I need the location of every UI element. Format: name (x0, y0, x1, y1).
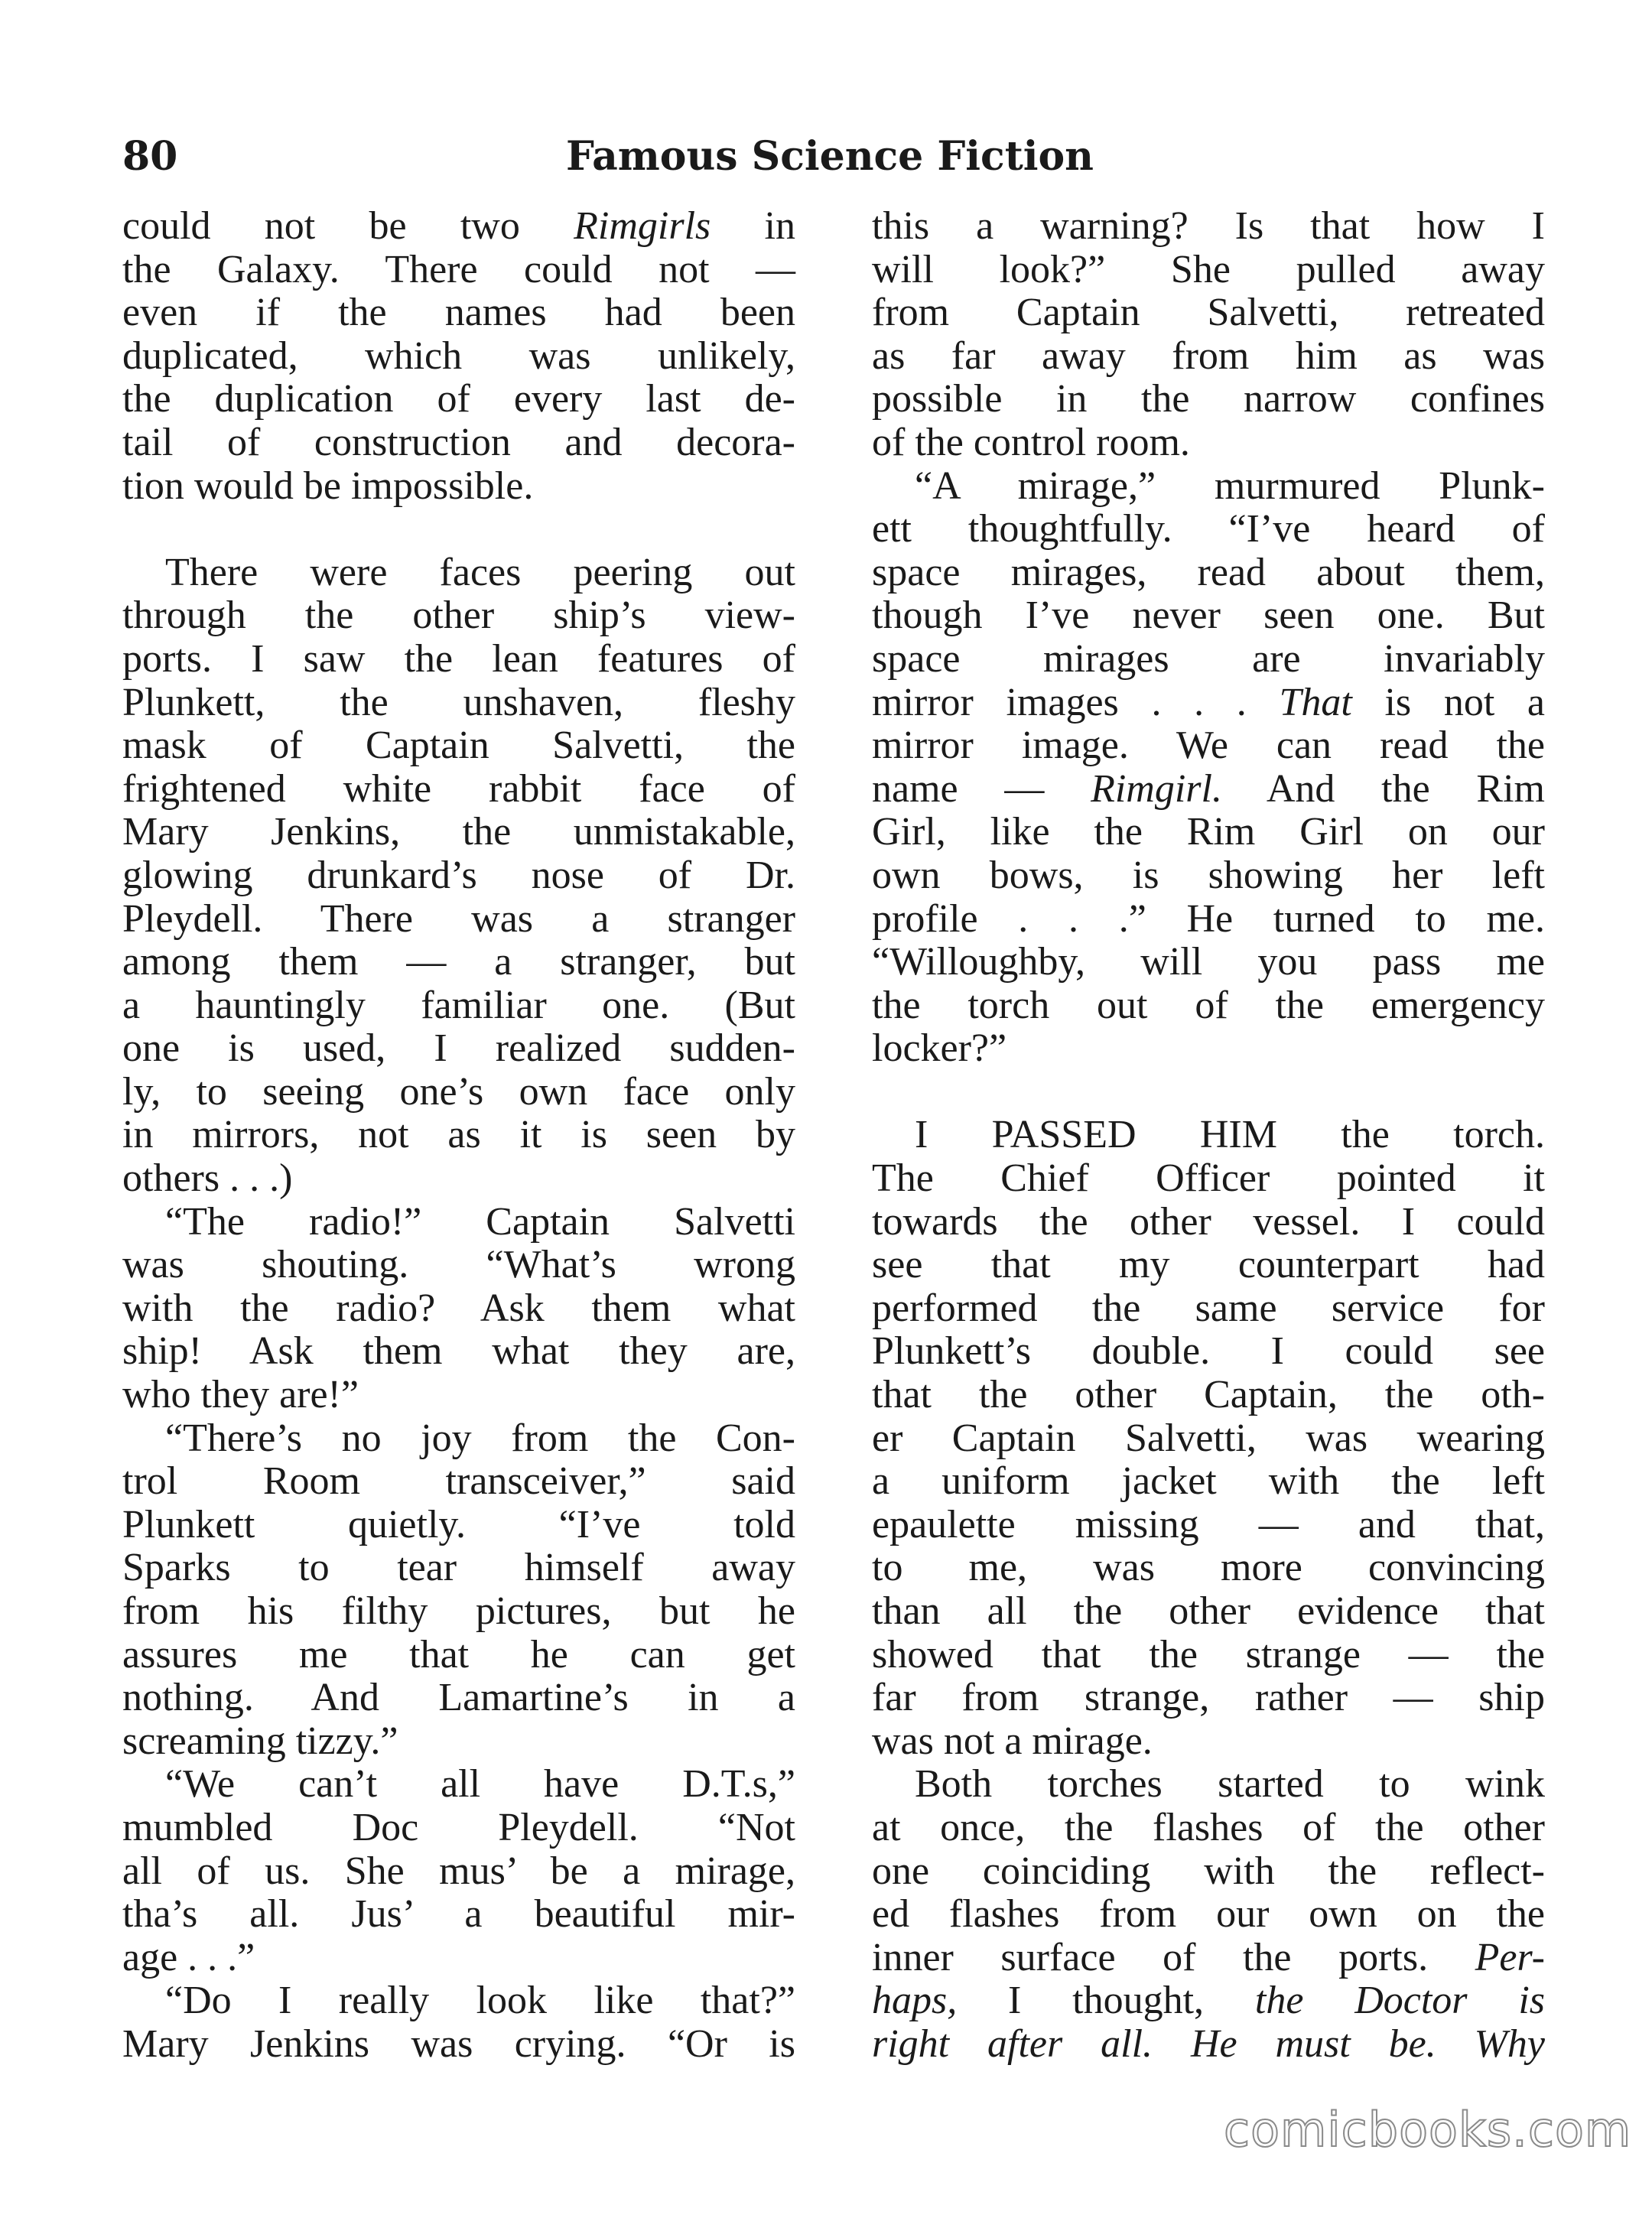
text-line (872, 1677, 1545, 1720)
text-run: inner surface of the ports. (872, 1935, 1475, 1979)
text-line (872, 594, 1545, 638)
text-run: even if the names had been (122, 291, 795, 335)
text-run: one coinciding with the reflect- (872, 1849, 1545, 1893)
text-run: name — (872, 766, 1091, 811)
text-line (122, 1330, 795, 1374)
text-line (122, 551, 795, 595)
text-run: that the other Captain, the oth- (872, 1373, 1545, 1417)
text-line (122, 1937, 795, 1980)
text-line (872, 984, 1545, 1028)
text-line (872, 1590, 1545, 1634)
paragraph-gap (872, 1071, 1545, 1114)
text-run: the duplication of every last de- (122, 377, 795, 421)
text-line (122, 941, 795, 984)
text-run: Pleydell. There was a stranger (122, 896, 795, 941)
text-line (872, 1374, 1545, 1417)
text-line (122, 811, 795, 854)
text-line (872, 1546, 1545, 1590)
text-run: mask of Captain Salvetti, the (122, 724, 795, 768)
text-run: a hauntingly familiar one. (But (122, 983, 795, 1027)
text-line (872, 724, 1545, 768)
text-run: I thought, (957, 1979, 1255, 2023)
text-run: trol Room transceiver,” said (122, 1459, 795, 1504)
text-run: assures me that he can get (122, 1632, 795, 1677)
text-line (122, 1763, 795, 1807)
text-line (122, 249, 795, 292)
text-line (122, 465, 795, 509)
text-run: There were faces peering out (165, 550, 795, 594)
text-run: ed flashes from our own on the (872, 1892, 1545, 1937)
text-line (872, 465, 1545, 509)
text-line (122, 421, 795, 465)
text-run: who they are!” (122, 1373, 359, 1417)
text-run: the Galaxy. There could not — (122, 247, 795, 291)
text-run: was not a mirage. (872, 1719, 1153, 1763)
text-run: though I’ve never seen one. But (872, 594, 1545, 638)
text-line (872, 1634, 1545, 1677)
text-line (122, 1071, 795, 1114)
text-line (122, 1374, 795, 1417)
text-run: from Captain Salvetti, retreated (872, 291, 1545, 335)
text-line (122, 1201, 795, 1244)
text-line (122, 1979, 795, 2023)
text-run: than all the other evidence that (872, 1589, 1545, 1633)
text-line (872, 1027, 1545, 1071)
text-run: ly, to seeing one’s own face only (122, 1069, 795, 1114)
text-run: the torch out of the emergency (872, 983, 1545, 1027)
text-run: “Willoughby, will you pass me (872, 940, 1545, 984)
text-run: ett thoughtfully. “I’ve heard of (872, 507, 1545, 551)
text-run: in (711, 204, 795, 248)
text-run: see that my counterpart had (872, 1243, 1545, 1287)
text-run: epaulette missing — and that, (872, 1502, 1545, 1546)
text-line (872, 1979, 1545, 2023)
running-head (122, 130, 1537, 191)
text-line (872, 898, 1545, 942)
text-line (872, 1893, 1545, 1937)
text-line (872, 638, 1545, 681)
italic-text: the Doctor is (1254, 1979, 1546, 2023)
text-run: towards the other vessel. I could (872, 1199, 1545, 1244)
text-run: “There’s no joy from the Con- (165, 1416, 795, 1460)
text-line (872, 1330, 1545, 1374)
italic-text: right after all. He must be. Why (872, 2021, 1545, 2066)
text-line (872, 1937, 1545, 1980)
text-run: “Do I really look like that?” (165, 1979, 795, 2023)
text-line (872, 205, 1545, 249)
text-run: Plunkett, the unshaven, fleshy (122, 680, 795, 724)
text-run: will look?” She pulled away (872, 247, 1545, 291)
text-run: was shouting. “What’s wrong (122, 1243, 795, 1287)
text-line (872, 1287, 1545, 1331)
italic-text: That (1279, 680, 1352, 724)
text-line (122, 1590, 795, 1634)
text-line (122, 1850, 795, 1894)
text-line (122, 1460, 795, 1504)
text-run: showed that the strange — the (872, 1632, 1545, 1677)
text-run: could not be two (122, 204, 574, 248)
text-run: with the radio? Ask them what (122, 1286, 795, 1330)
text-run: frightened white rabbit face of (122, 766, 795, 811)
text-line (122, 1504, 795, 1547)
text-line (872, 941, 1545, 984)
text-line (872, 249, 1545, 292)
text-line (872, 1201, 1545, 1244)
italic-text: Rimgirls (574, 204, 711, 248)
text-line (872, 551, 1545, 595)
page-number: 80 (122, 133, 178, 180)
text-line (122, 1634, 795, 1677)
text-run: duplicated, which was unlikely, (122, 333, 795, 378)
text-run: this a warning? Is that how I (872, 204, 1545, 248)
text-run: And the Rim (1222, 766, 1546, 811)
text-run: tha’s all. Jus’ a beautiful mir- (122, 1892, 795, 1937)
text-line (122, 1027, 795, 1071)
text-run: “A mirage,” murmured Plunk- (915, 463, 1545, 508)
text-line (122, 594, 795, 638)
text-line (872, 768, 1545, 811)
text-line (872, 508, 1545, 551)
text-column-right (872, 205, 1545, 2067)
text-run: ports. I saw the lean features of (122, 636, 795, 681)
running-title: Famous Science Fiction (566, 133, 1094, 180)
text-line (122, 1417, 795, 1461)
text-line (872, 378, 1545, 421)
text-run: one is used, I realized sudden- (122, 1026, 795, 1071)
text-run: mirror image. We can read the (872, 724, 1545, 768)
text-line (122, 1157, 795, 1201)
text-line (872, 2023, 1545, 2067)
text-run: Mary Jenkins was crying. “Or is (122, 2021, 795, 2066)
text-line (122, 1807, 795, 1850)
text-run: ship! Ask them what they are, (122, 1329, 795, 1374)
text-run: performed the same service for (872, 1286, 1545, 1330)
text-run: space mirages are invariably (872, 636, 1545, 681)
text-line (872, 1244, 1545, 1287)
text-line (872, 1807, 1545, 1850)
text-line (122, 768, 795, 811)
text-run: in mirrors, not as it is seen by (122, 1113, 795, 1157)
text-run: mirror images . . . (872, 680, 1280, 724)
paragraph-gap (122, 508, 795, 551)
text-run: through the other ship’s view- (122, 594, 795, 638)
text-line (872, 335, 1545, 379)
text-run: mumbled Doc Pleydell. “Not (122, 1805, 795, 1849)
watermark: comicbooks.com (1224, 2102, 1632, 2158)
text-line (872, 291, 1545, 335)
text-line (122, 984, 795, 1028)
text-run: Sparks to tear himself away (122, 1546, 795, 1590)
text-line (872, 1157, 1545, 1201)
text-run: tail of construction and decora- (122, 420, 795, 464)
text-line (122, 681, 795, 725)
text-run: Both torches started to wink (915, 1762, 1545, 1807)
text-run: Plunkett quietly. “I’ve told (122, 1502, 795, 1546)
text-run: “We can’t all have D.T.s,” (165, 1762, 795, 1807)
text-line (122, 2023, 795, 2067)
text-run: I PASSED HIM the torch. (915, 1113, 1545, 1157)
text-run: glowing drunkard’s nose of Dr. (122, 853, 795, 897)
text-run: as far away from him as was (872, 333, 1545, 378)
text-line (122, 205, 795, 249)
text-run: possible in the narrow confines (872, 377, 1545, 421)
text-run: locker?” (872, 1026, 1007, 1071)
text-run: all of us. She mus’ be a mirage, (122, 1849, 795, 1893)
text-line (122, 291, 795, 335)
text-run: from his filthy pictures, but he (122, 1589, 795, 1633)
text-line (872, 1417, 1545, 1461)
text-run: profile . . .” He turned to me. (872, 896, 1545, 941)
text-run: Mary Jenkins, the unmistakable, (122, 810, 795, 854)
text-run: at once, the flashes of the other (872, 1805, 1545, 1849)
text-run: of the control room. (872, 420, 1190, 464)
text-line (122, 1893, 795, 1937)
text-line (122, 638, 795, 681)
italic-text: Per- (1475, 1935, 1545, 1979)
text-line (122, 854, 795, 898)
text-line (122, 335, 795, 379)
text-run: to me, was more convincing (872, 1546, 1545, 1590)
text-line (122, 1244, 795, 1287)
text-line (122, 1546, 795, 1590)
text-line (872, 681, 1545, 725)
text-run: The Chief Officer pointed it (872, 1156, 1545, 1201)
text-run: tion would be impossible. (122, 463, 534, 508)
text-run: Girl, like the Rim Girl on our (872, 810, 1545, 854)
text-line (122, 1720, 795, 1764)
text-line (122, 724, 795, 768)
text-line (872, 1114, 1545, 1157)
text-line (872, 1720, 1545, 1764)
text-run: screaming tizzy.” (122, 1719, 398, 1763)
italic-text: haps, (872, 1979, 958, 2023)
text-line (122, 898, 795, 942)
text-line (122, 1677, 795, 1720)
text-column-left (122, 205, 795, 2067)
text-run: far from strange, rather — ship (872, 1676, 1545, 1720)
text-line (872, 854, 1545, 898)
text-run: is not a (1351, 680, 1545, 724)
text-line (872, 1504, 1545, 1547)
text-run: others . . .) (122, 1156, 293, 1201)
text-run: nothing. And Lamartine’s in a (122, 1676, 795, 1720)
text-line (872, 1850, 1545, 1894)
text-run: “The radio!” Captain Salvetti (165, 1199, 795, 1244)
text-run: own bows, is showing her left (872, 853, 1545, 897)
italic-text: Rimgirl. (1091, 766, 1222, 811)
text-line (872, 811, 1545, 854)
text-line (122, 1114, 795, 1157)
text-run: among them — a stranger, but (122, 940, 795, 984)
text-run: space mirages, read about them, (872, 550, 1545, 594)
text-line (122, 1287, 795, 1331)
text-run: age . . .” (122, 1935, 255, 1979)
text-line (872, 1460, 1545, 1504)
text-run: Plunkett’s double. I could see (872, 1329, 1545, 1374)
text-line (872, 1763, 1545, 1807)
text-line (122, 378, 795, 421)
text-run: er Captain Salvetti, was wearing (872, 1416, 1545, 1460)
text-run: a uniform jacket with the left (872, 1459, 1545, 1504)
text-line (872, 421, 1545, 465)
